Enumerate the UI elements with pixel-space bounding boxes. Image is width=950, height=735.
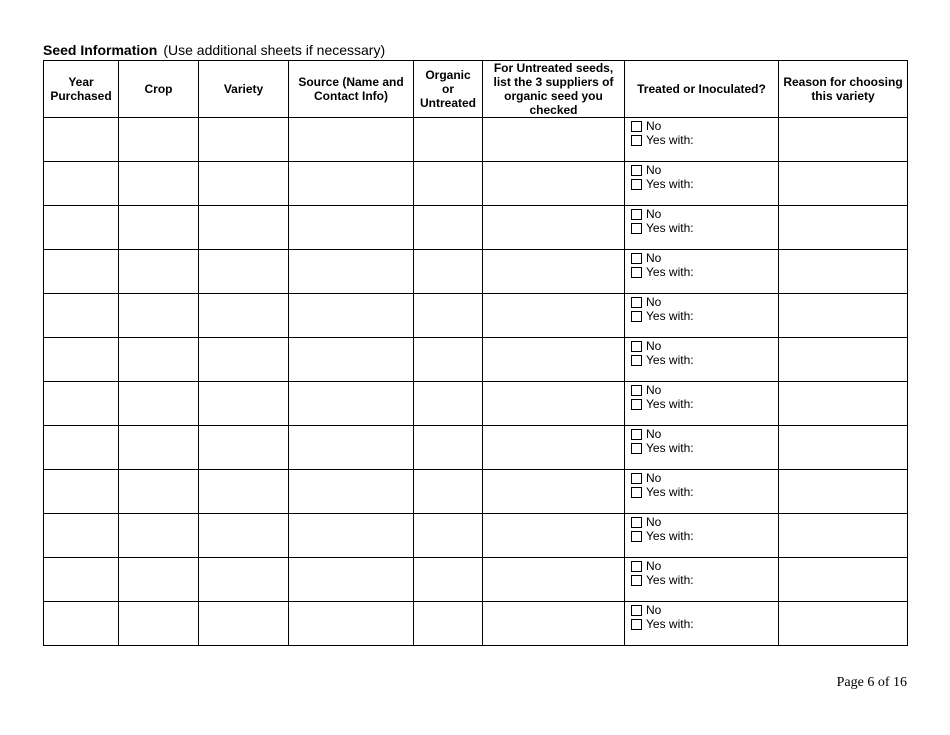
variety-cell[interactable] [199, 162, 289, 206]
yes-with-checkbox[interactable] [631, 399, 642, 410]
yes-with-label: Yes with: [646, 352, 694, 367]
reason-field[interactable] [779, 250, 907, 293]
yes-with-label: Yes with: [646, 220, 694, 235]
organic-or-untreated-field[interactable] [414, 250, 482, 293]
crop-field[interactable] [119, 382, 198, 425]
suppliers-checked-field[interactable] [483, 162, 624, 205]
table-body [44, 118, 908, 646]
table-row [44, 338, 908, 382]
reason-cell[interactable] [779, 206, 908, 250]
table-header-row [44, 61, 908, 118]
yes-with-checkbox[interactable] [631, 355, 642, 366]
source-cell[interactable] [289, 426, 414, 470]
checkbox-option[interactable] [631, 265, 778, 279]
year-purchased-cell[interactable] [44, 338, 119, 382]
year-purchased-cell[interactable] [44, 382, 119, 426]
crop-cell[interactable] [119, 470, 199, 514]
source-field[interactable] [289, 558, 413, 601]
crop-field[interactable] [119, 162, 198, 205]
variety-cell[interactable] [199, 250, 289, 294]
reason-field[interactable] [779, 382, 907, 425]
year-purchased-cell[interactable] [44, 426, 119, 470]
reason-cell[interactable] [779, 470, 908, 514]
source-field[interactable] [289, 294, 413, 337]
year-purchased-field[interactable] [44, 162, 118, 205]
reason-field[interactable] [779, 294, 907, 337]
treatment-options [625, 558, 778, 587]
table-row [44, 250, 908, 294]
year-purchased-field[interactable] [44, 294, 118, 337]
year-purchased-field[interactable] [44, 558, 118, 601]
year-purchased-cell[interactable] [44, 118, 119, 162]
yes-with-checkbox[interactable] [631, 135, 642, 146]
crop-cell[interactable] [119, 602, 199, 646]
yes-with-label: Yes with: [646, 528, 694, 543]
suppliers-checked-field[interactable] [483, 294, 624, 337]
no-checkbox[interactable] [631, 429, 642, 440]
checkbox-option[interactable] [631, 485, 778, 499]
variety-cell[interactable] [199, 338, 289, 382]
year-purchased-field[interactable] [44, 514, 118, 557]
year-purchased-field[interactable] [44, 382, 118, 425]
table-row [44, 602, 908, 646]
checkbox-option[interactable] [631, 251, 778, 265]
no-label: No [646, 162, 662, 177]
suppliers-checked-cell[interactable] [483, 118, 625, 162]
treatment-options [625, 338, 778, 367]
year-purchased-cell[interactable] [44, 206, 119, 250]
suppliers-checked-cell[interactable] [483, 558, 625, 602]
reason-field[interactable] [779, 602, 907, 645]
reason-field[interactable] [779, 470, 907, 513]
organic-or-untreated-cell[interactable] [414, 470, 483, 514]
checkbox-option[interactable] [631, 603, 778, 617]
yes-with-checkbox[interactable] [631, 531, 642, 542]
yes-with-label: Yes with: [646, 440, 694, 455]
column-header-reason: Reason for choosing this variety [779, 61, 908, 118]
reason-cell[interactable] [779, 426, 908, 470]
source-cell[interactable] [289, 206, 414, 250]
no-label: No [646, 338, 662, 353]
crop-cell[interactable] [119, 250, 199, 294]
organic-or-untreated-cell[interactable] [414, 338, 483, 382]
treatment-options [625, 382, 778, 411]
suppliers-checked-cell[interactable] [483, 470, 625, 514]
reason-cell[interactable] [779, 118, 908, 162]
crop-cell[interactable] [119, 206, 199, 250]
source-cell[interactable] [289, 250, 414, 294]
treated-or-inoculated-cell [625, 514, 779, 558]
year-purchased-field[interactable] [44, 250, 118, 293]
suppliers-checked-field[interactable] [483, 250, 624, 293]
yes-with-checkbox[interactable] [631, 223, 642, 234]
organic-or-untreated-field[interactable] [414, 162, 482, 205]
organic-or-untreated-field[interactable] [414, 426, 482, 469]
treated-or-inoculated-cell [625, 470, 779, 514]
suppliers-checked-field[interactable] [483, 382, 624, 425]
no-label: No [646, 250, 662, 265]
source-cell[interactable] [289, 118, 414, 162]
organic-or-untreated-field[interactable] [414, 558, 482, 601]
checkbox-option[interactable] [631, 309, 778, 323]
crop-cell[interactable] [119, 558, 199, 602]
crop-field[interactable] [119, 426, 198, 469]
organic-or-untreated-field[interactable] [414, 514, 482, 557]
yes-with-checkbox[interactable] [631, 267, 642, 278]
variety-cell[interactable] [199, 206, 289, 250]
table-row [44, 558, 908, 602]
reason-field[interactable] [779, 162, 907, 205]
table-row [44, 514, 908, 558]
source-field[interactable] [289, 250, 413, 293]
suppliers-checked-field[interactable] [483, 558, 624, 601]
organic-or-untreated-cell[interactable] [414, 426, 483, 470]
suppliers-checked-cell[interactable] [483, 206, 625, 250]
crop-cell[interactable] [119, 382, 199, 426]
source-cell[interactable] [289, 558, 414, 602]
suppliers-checked-cell[interactable] [483, 250, 625, 294]
treatment-options [625, 294, 778, 323]
organic-or-untreated-field[interactable] [414, 206, 482, 249]
yes-with-label: Yes with: [646, 616, 694, 631]
source-field[interactable] [289, 338, 413, 381]
suppliers-checked-cell[interactable] [483, 602, 625, 646]
variety-field[interactable] [199, 602, 288, 645]
suppliers-checked-cell[interactable] [483, 514, 625, 558]
treated-or-inoculated-cell [625, 162, 779, 206]
crop-cell[interactable] [119, 338, 199, 382]
year-purchased-cell[interactable] [44, 558, 119, 602]
section-note: (Use additional sheets if necessary) [163, 42, 386, 58]
organic-or-untreated-field[interactable] [414, 382, 482, 425]
reason-cell[interactable] [779, 162, 908, 206]
yes-with-checkbox[interactable] [631, 487, 642, 498]
yes-with-label: Yes with: [646, 484, 694, 499]
organic-or-untreated-field[interactable] [414, 470, 482, 513]
column-header-treated-or-inoculated: Treated or Inoculated? [625, 61, 779, 118]
column-header-source: Source (Name and Contact Info) [289, 61, 414, 118]
section-heading [43, 42, 385, 59]
year-purchased-cell[interactable] [44, 162, 119, 206]
reason-cell[interactable] [779, 514, 908, 558]
checkbox-option[interactable] [631, 471, 778, 485]
yes-with-label: Yes with: [646, 308, 694, 323]
crop-cell[interactable] [119, 162, 199, 206]
organic-or-untreated-field[interactable] [414, 294, 482, 337]
treated-or-inoculated-cell [625, 250, 779, 294]
treatment-options [625, 602, 778, 631]
yes-with-label: Yes with: [646, 176, 694, 191]
yes-with-checkbox[interactable] [631, 443, 642, 454]
organic-or-untreated-field[interactable] [414, 118, 482, 161]
organic-or-untreated-cell[interactable] [414, 250, 483, 294]
no-label: No [646, 294, 662, 309]
crop-field[interactable] [119, 118, 198, 161]
crop-cell[interactable] [119, 426, 199, 470]
column-header-variety: Variety [199, 61, 289, 118]
no-label: No [646, 558, 662, 573]
treatment-options [625, 206, 778, 235]
organic-or-untreated-cell[interactable] [414, 294, 483, 338]
page-number: Page 6 of 16 [836, 675, 907, 690]
crop-field[interactable] [119, 206, 198, 249]
no-checkbox[interactable] [631, 517, 642, 528]
column-header-organic-or-untreated: Organic or Untreated [414, 61, 483, 118]
source-field[interactable] [289, 602, 413, 645]
source-field[interactable] [289, 118, 413, 161]
organic-or-untreated-field[interactable] [414, 338, 482, 381]
no-checkbox[interactable] [631, 473, 642, 484]
table-row [44, 294, 908, 338]
treated-or-inoculated-cell [625, 338, 779, 382]
variety-field[interactable] [199, 426, 288, 469]
organic-or-untreated-cell[interactable] [414, 162, 483, 206]
treatment-options [625, 162, 778, 191]
column-header-crop: Crop [119, 61, 199, 118]
reason-cell[interactable] [779, 602, 908, 646]
reason-cell[interactable] [779, 294, 908, 338]
source-field[interactable] [289, 514, 413, 557]
yes-with-label: Yes with: [646, 264, 694, 279]
reason-field[interactable] [779, 206, 907, 249]
treatment-options [625, 426, 778, 455]
reason-field[interactable] [779, 338, 907, 381]
no-checkbox[interactable] [631, 561, 642, 572]
variety-field[interactable] [199, 470, 288, 513]
table-row [44, 162, 908, 206]
yes-with-checkbox[interactable] [631, 311, 642, 322]
no-checkbox[interactable] [631, 605, 642, 616]
yes-with-label: Yes with: [646, 396, 694, 411]
yes-with-checkbox[interactable] [631, 575, 642, 586]
column-header-suppliers-checked: For Untreated seeds, list the 3 suppliers of organic seed you checked [483, 61, 625, 118]
suppliers-checked-cell[interactable] [483, 162, 625, 206]
no-label: No [646, 426, 662, 441]
checkbox-option[interactable] [631, 397, 778, 411]
checkbox-option[interactable] [631, 295, 778, 309]
suppliers-checked-cell[interactable] [483, 382, 625, 426]
treatment-options [625, 514, 778, 543]
variety-field[interactable] [199, 514, 288, 557]
variety-cell[interactable] [199, 602, 289, 646]
suppliers-checked-field[interactable] [483, 338, 624, 381]
crop-field[interactable] [119, 338, 198, 381]
checkbox-option[interactable] [631, 427, 778, 441]
treated-or-inoculated-cell [625, 382, 779, 426]
table-row [44, 206, 908, 250]
crop-field[interactable] [119, 558, 198, 601]
source-field[interactable] [289, 162, 413, 205]
variety-field[interactable] [199, 206, 288, 249]
no-checkbox[interactable] [631, 253, 642, 264]
treated-or-inoculated-cell [625, 206, 779, 250]
no-checkbox[interactable] [631, 165, 642, 176]
table-row [44, 470, 908, 514]
no-label: No [646, 382, 662, 397]
variety-field[interactable] [199, 558, 288, 601]
no-checkbox[interactable] [631, 209, 642, 220]
crop-field[interactable] [119, 514, 198, 557]
organic-or-untreated-cell[interactable] [414, 514, 483, 558]
no-label: No [646, 470, 662, 485]
organic-or-untreated-cell[interactable] [414, 118, 483, 162]
checkbox-option[interactable] [631, 515, 778, 529]
year-purchased-field[interactable] [44, 470, 118, 513]
checkbox-option[interactable] [631, 559, 778, 573]
no-label: No [646, 118, 662, 133]
variety-field[interactable] [199, 162, 288, 205]
yes-with-label: Yes with: [646, 132, 694, 147]
treated-or-inoculated-cell [625, 426, 779, 470]
checkbox-option[interactable] [631, 617, 778, 631]
checkbox-option[interactable] [631, 383, 778, 397]
organic-or-untreated-field[interactable] [414, 602, 482, 645]
crop-field[interactable] [119, 470, 198, 513]
reason-cell[interactable] [779, 382, 908, 426]
suppliers-checked-field[interactable] [483, 514, 624, 557]
year-purchased-cell[interactable] [44, 602, 119, 646]
reason-field[interactable] [779, 426, 907, 469]
suppliers-checked-field[interactable] [483, 206, 624, 249]
checkbox-option[interactable] [631, 119, 778, 133]
suppliers-checked-field[interactable] [483, 470, 624, 513]
suppliers-checked-cell[interactable] [483, 426, 625, 470]
no-label: No [646, 206, 662, 221]
checkbox-option[interactable] [631, 163, 778, 177]
source-cell[interactable] [289, 162, 414, 206]
year-purchased-field[interactable] [44, 206, 118, 249]
source-cell[interactable] [289, 514, 414, 558]
source-cell[interactable] [289, 338, 414, 382]
organic-or-untreated-cell[interactable] [414, 206, 483, 250]
reason-field[interactable] [779, 558, 907, 601]
source-cell[interactable] [289, 294, 414, 338]
no-checkbox[interactable] [631, 121, 642, 132]
variety-field[interactable] [199, 118, 288, 161]
year-purchased-field[interactable] [44, 602, 118, 645]
reason-cell[interactable] [779, 558, 908, 602]
table-row [44, 382, 908, 426]
reason-cell[interactable] [779, 338, 908, 382]
no-checkbox[interactable] [631, 297, 642, 308]
table-row [44, 426, 908, 470]
year-purchased-field[interactable] [44, 118, 118, 161]
crop-cell[interactable] [119, 294, 199, 338]
reason-field[interactable] [779, 118, 907, 161]
source-cell[interactable] [289, 382, 414, 426]
checkbox-option[interactable] [631, 339, 778, 353]
reason-cell[interactable] [779, 250, 908, 294]
checkbox-option[interactable] [631, 207, 778, 221]
crop-cell[interactable] [119, 118, 199, 162]
treatment-options [625, 250, 778, 279]
crop-field[interactable] [119, 294, 198, 337]
treated-or-inoculated-cell [625, 118, 779, 162]
source-cell[interactable] [289, 470, 414, 514]
year-purchased-field[interactable] [44, 338, 118, 381]
section-title: Seed Information [43, 42, 158, 58]
source-field[interactable] [289, 382, 413, 425]
suppliers-checked-field[interactable] [483, 118, 624, 161]
organic-or-untreated-cell[interactable] [414, 602, 483, 646]
checkbox-option[interactable] [631, 441, 778, 455]
yes-with-checkbox[interactable] [631, 179, 642, 190]
variety-cell[interactable] [199, 514, 289, 558]
crop-cell[interactable] [119, 514, 199, 558]
year-purchased-cell[interactable] [44, 250, 119, 294]
variety-field[interactable] [199, 250, 288, 293]
source-field[interactable] [289, 206, 413, 249]
source-cell[interactable] [289, 602, 414, 646]
treated-or-inoculated-cell [625, 602, 779, 646]
checkbox-option[interactable] [631, 573, 778, 587]
year-purchased-cell[interactable] [44, 514, 119, 558]
year-purchased-cell[interactable] [44, 294, 119, 338]
reason-field[interactable] [779, 514, 907, 557]
seed-information-table [43, 60, 908, 646]
variety-cell[interactable] [199, 118, 289, 162]
source-field[interactable] [289, 426, 413, 469]
variety-field[interactable] [199, 294, 288, 337]
suppliers-checked-cell[interactable] [483, 338, 625, 382]
no-label: No [646, 514, 662, 529]
yes-with-checkbox[interactable] [631, 619, 642, 630]
suppliers-checked-field[interactable] [483, 602, 624, 645]
yes-with-label: Yes with: [646, 572, 694, 587]
treated-or-inoculated-cell [625, 558, 779, 602]
variety-cell[interactable] [199, 558, 289, 602]
suppliers-checked-cell[interactable] [483, 294, 625, 338]
table-row [44, 118, 908, 162]
no-checkbox[interactable] [631, 341, 642, 352]
checkbox-option[interactable] [631, 133, 778, 147]
crop-field[interactable] [119, 602, 198, 645]
treatment-options [625, 470, 778, 499]
year-purchased-field[interactable] [44, 426, 118, 469]
checkbox-option[interactable] [631, 353, 778, 367]
organic-or-untreated-cell[interactable] [414, 558, 483, 602]
no-checkbox[interactable] [631, 385, 642, 396]
checkbox-option[interactable] [631, 529, 778, 543]
variety-cell[interactable] [199, 382, 289, 426]
variety-cell[interactable] [199, 426, 289, 470]
variety-field[interactable] [199, 382, 288, 425]
crop-field[interactable] [119, 250, 198, 293]
no-label: No [646, 602, 662, 617]
checkbox-option[interactable] [631, 221, 778, 235]
suppliers-checked-field[interactable] [483, 426, 624, 469]
variety-field[interactable] [199, 338, 288, 381]
organic-or-untreated-cell[interactable] [414, 382, 483, 426]
checkbox-option[interactable] [631, 177, 778, 191]
variety-cell[interactable] [199, 294, 289, 338]
treatment-options [625, 118, 778, 147]
source-field[interactable] [289, 470, 413, 513]
column-header-year-purchased: Year Purchased [44, 61, 119, 118]
year-purchased-cell[interactable] [44, 470, 119, 514]
treated-or-inoculated-cell [625, 294, 779, 338]
variety-cell[interactable] [199, 470, 289, 514]
